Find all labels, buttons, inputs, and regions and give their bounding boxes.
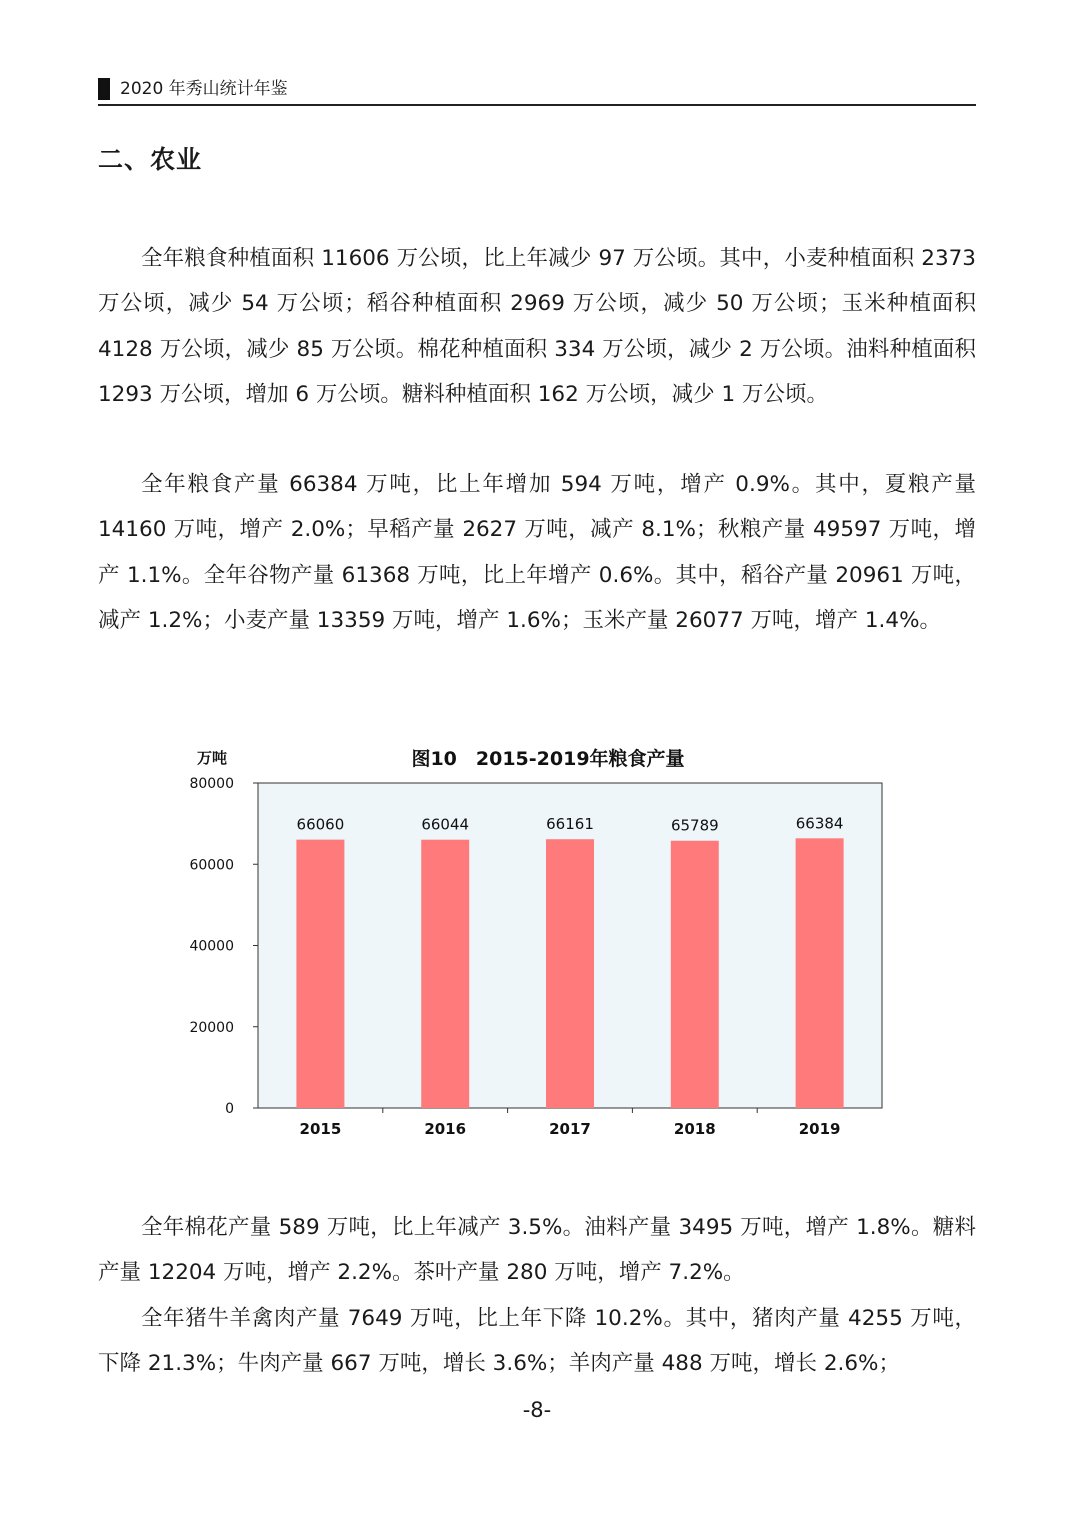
paragraph-sown-area: 全年粮食种植面积 11606 万公顷，比上年减少 97 万公顷。其中，小麦种植面积 2373 万公顷，减少 54 万公顷；稻谷种植面积 2969 万公顷，减少 50 万公顷；玉米种植面积 4128 万公顷，减少 85 万公顷。棉花种植面积 334 万公顷，减少 2 万公顷。油料种植面积 1293 万公顷，增加 6 万公顷。糖料种植面积 162 万公顷，减少 1 万公顷。	[98, 246, 976, 408]
x-tick-label: 2017	[549, 1120, 591, 1138]
bar-2019	[796, 838, 844, 1108]
y-axis	[189, 776, 258, 1117]
chart-title: 图10 2015-2019年粮食产量	[411, 748, 685, 770]
x-tick-label: 2015	[299, 1120, 342, 1138]
page-number: -8-	[522, 1398, 552, 1422]
data-label: 66384	[795, 814, 844, 833]
x-tick-label: 2018	[673, 1120, 716, 1138]
bar-2017	[546, 839, 594, 1108]
bar-2018	[671, 841, 719, 1108]
grain-output-chart	[150, 735, 910, 1155]
paragraph-grain-output: 全年粮食产量 66384 万吨，比上年增加 594 万吨，增产 0.9%。其中，夏粮产量 14160 万吨，增产 2.0%；早稻产量 2627 万吨，减产 8.1%；秋粮产量 49597 万吨，增产 1.1%。全年谷物产量 61368 万吨，比上年增产 0.6%。其中，稻谷产量 20961 万吨，减产 1.2%；小麦产量 13359 万吨，增产 1.6%；玉米产量 26077 万吨，增产 1.4%。	[98, 472, 976, 634]
running-header	[98, 76, 976, 106]
data-label: 65789	[670, 816, 719, 835]
x-tick-label: 2019	[798, 1120, 841, 1138]
data-label: 66161	[546, 815, 594, 834]
paragraph-cash-crops: 全年棉花产量 589 万吨，比上年减产 3.5%。油料产量 3495 万吨，增产 1.8%。糖料产量 12204 万吨，增产 2.2%。茶叶产量 280 万吨，增产 7.2%。	[98, 1215, 976, 1286]
data-label: 66044	[421, 815, 470, 834]
header-marker	[98, 78, 110, 100]
bar-2016	[421, 840, 469, 1108]
header-title: 2020 年秀山统计年鉴	[120, 79, 288, 99]
paragraph-meat-output: 全年猪牛羊禽肉产量 7649 万吨，比上年下降 10.2%。其中，猪肉产量 4255 万吨，下降 21.3%；牛肉产量 667 万吨，增长 3.6%；羊肉产量 488 万吨，增长 2.6%；	[98, 1306, 976, 1377]
x-tick-label: 2016	[424, 1120, 467, 1138]
data-label: 66060	[296, 815, 345, 834]
y-tick-label: 80000	[189, 776, 234, 792]
y-tick-label: 40000	[189, 938, 234, 955]
y-tick-label: 20000	[189, 1019, 234, 1036]
y-tick-label: 60000	[189, 857, 234, 874]
y-tick-label: 0	[225, 1101, 234, 1117]
bar-2015	[296, 840, 344, 1108]
y-axis-label: 万吨	[196, 749, 228, 767]
x-axis	[300, 1108, 841, 1138]
section-title: 二、农业	[98, 145, 203, 174]
